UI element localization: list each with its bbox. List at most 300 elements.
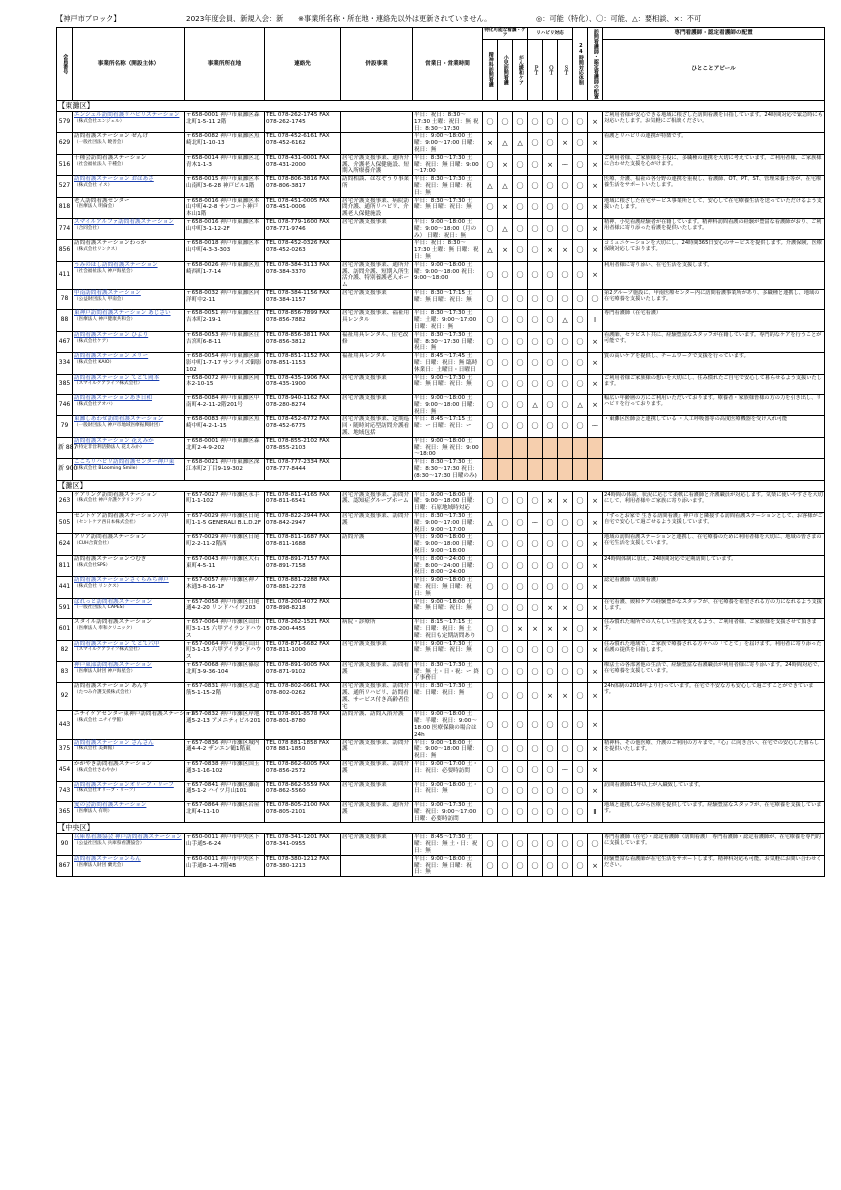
address: 〒658-0072 神戸市東灘区岡本2-10-15	[185, 374, 265, 395]
address: 〒657-0027 神戸市灘区永手町1-1-102	[185, 491, 265, 512]
station-name-link[interactable]: スマイルアルファ訪問看護ステーション	[74, 218, 174, 225]
address: 〒657-0841 神戸市灘区灘南通5-1-2 ハイツ月山101	[185, 781, 265, 802]
capability-mark: 〇	[513, 834, 528, 855]
address: 〒657-0068 神戸市灘区篠原北町3-9-36-104	[185, 661, 265, 682]
business-hours: 平日：9:00～18:00 土曜：9:00～17:00 日曜：祝日：無	[413, 133, 483, 154]
member-no: 527	[57, 176, 73, 197]
capability-mark: 〇	[543, 261, 558, 289]
col-st: ＳＴ	[558, 39, 573, 100]
capability-mark: 〇	[558, 661, 573, 682]
business-hours: 平日：9:00～17:00 土・日：祝日：必要時訪問	[413, 761, 483, 782]
business-hours: 平日：8:30～17:15 土曜：無 日曜：祝日：無	[413, 289, 483, 310]
station-name-link[interactable]: 訪問看護ステーション おはあさ	[74, 176, 154, 183]
member-no: 78	[57, 289, 73, 310]
capability-mark	[573, 437, 588, 458]
capability-mark: 〇	[483, 802, 498, 823]
capability-mark: ×	[498, 240, 513, 261]
appeal-text: 在宅看護、緩和ケアの経験豊かなスタッフが、在宅療養を希望される方の力になれるよう支援します。	[603, 598, 825, 619]
extra-services	[341, 112, 413, 133]
capability-mark: 〇	[573, 761, 588, 782]
station-name-cell	[73, 197, 185, 218]
extra-services: 居宅介護支援事業、訪問介護、認知症グループホーム	[341, 491, 413, 512]
capability-mark: ×	[543, 240, 558, 261]
capability-mark: 〇	[513, 353, 528, 374]
address: 〒650-0011 神戸市中央区下山手通5-6-24	[185, 834, 265, 855]
table-row	[57, 619, 825, 640]
station-name: 訪問看護ステーションつむぎ	[74, 555, 147, 562]
operator-name: （スマイルケアライフ株式会社）	[74, 381, 143, 387]
extra-services: 居宅介護支援事業、訪問介護	[341, 513, 413, 534]
business-hours: 平日：8:30～17:30 土曜：祝日：無 日曜：9:00～17:00	[413, 154, 483, 175]
operator-name: （株式会社エンジェル）	[74, 118, 125, 124]
extra-services: 病院・診療所	[341, 619, 413, 640]
address: 〒658-0016 神戸市東灘区本山中町3-1-12-2F	[185, 218, 265, 239]
contact: TEL 078-452-6161 FAX 078-452-6162	[265, 133, 341, 154]
capability-mark: ×	[543, 491, 558, 512]
capability-mark: 〇	[498, 416, 513, 437]
station-name-link[interactable]: エンジェル訪問看護リハビリステーション	[74, 112, 180, 118]
capability-mark	[498, 459, 513, 480]
capability-mark: 〇	[483, 261, 498, 289]
contact: TEL 078-779-1600 FAX 078-771-9746	[265, 218, 341, 239]
appeal-text: ご利用者様、ご家族様を主役に、多職種の連携を大切に考えています。ご利用者様、ご家族様に合わせた支援を心がけます。	[603, 154, 825, 175]
contact: TEL 078-851-1152 FAX 078-851-1153	[265, 353, 341, 374]
capability-mark: 〇	[498, 761, 513, 782]
capability-mark: 〇	[528, 598, 543, 619]
table-row	[57, 855, 825, 876]
section-title: 【灘区】	[57, 480, 825, 491]
address: 〒658-0016 神戸市東灘区本山中町4-2-8 サンコート神戸本山1階	[185, 197, 265, 218]
table-row	[57, 112, 825, 133]
capability-mark: 〇	[483, 154, 498, 175]
extra-services	[341, 598, 413, 619]
capability-mark: 〇	[513, 855, 528, 876]
contact: TEL 078-200-4072 FAX 078-898-8218	[265, 598, 341, 619]
member-no: 579	[57, 112, 73, 133]
appeal-text: 訪問看護師15年以上が入職致しています。	[603, 781, 825, 802]
capability-mark: 〇	[528, 416, 543, 437]
extra-services	[341, 437, 413, 458]
appeal-text: 看護師、セラピスト共に、経験豊富なスタッフが在籍しています。専門的なケアを行うことが可能です。	[603, 331, 825, 352]
appeal-text: 療法士の各部署他の生活で、経験豊富な看護職員が利用者様に寄り添います。24時間対応で、在宅療養を支援しています。	[603, 661, 825, 682]
col-extra: 併設事業	[341, 28, 413, 101]
capability-mark: 〇	[543, 534, 558, 555]
capability-mark: 〇	[528, 112, 543, 133]
table-row	[57, 802, 825, 823]
capability-mark: 〇	[573, 491, 588, 512]
capability-mark: 〇	[513, 310, 528, 331]
capability-mark	[498, 437, 513, 458]
capability-mark: 〇	[498, 781, 513, 802]
contact: TEL 078-881-2288 FAX 078-881-2278	[265, 577, 341, 598]
capability-mark: 〇	[483, 781, 498, 802]
capability-mark: ×	[513, 619, 528, 640]
business-hours: 平日：9:00～17:30 土曜：無 日曜：祝日：無	[413, 640, 483, 661]
capability-mark: 〇	[528, 310, 543, 331]
operator-name: （医療法人 神戸健康共和会）	[74, 317, 136, 323]
address: 〒657-0838 神戸市灘区国玉通3-1-16-102	[185, 761, 265, 782]
capability-mark: 〇	[528, 855, 543, 876]
capability-mark: 〇	[498, 353, 513, 374]
member-no: 591	[57, 598, 73, 619]
appeal-text	[603, 437, 825, 458]
capability-mark: Ⅱ	[588, 802, 603, 823]
capability-mark: ×	[558, 240, 573, 261]
capability-mark: 〇	[543, 802, 558, 823]
operator-name: （株式会社アオバ）	[74, 401, 116, 407]
capability-mark: 〇	[498, 513, 513, 534]
capability-mark: 〇	[513, 781, 528, 802]
capability-mark: 〇	[543, 218, 558, 239]
capability-mark: 〇	[543, 395, 558, 416]
capability-mark: 〇	[513, 598, 528, 619]
member-no: 263	[57, 491, 73, 512]
contact: TEL 078-435-1906 FAX 078-435-1900	[265, 374, 341, 395]
station-name-cell	[73, 761, 185, 782]
extra-services: 訪問相談、はなぞうり事業所	[341, 176, 413, 197]
capability-mark	[513, 459, 528, 480]
capability-mark: 〇	[558, 331, 573, 352]
capability-mark: △	[498, 218, 513, 239]
capability-mark: 〇	[573, 112, 588, 133]
col-name: 事業所名称（開設主体）	[73, 28, 185, 101]
capability-mark: ×	[588, 331, 603, 352]
capability-mark: 〇	[573, 619, 588, 640]
operator-name: （スマイルケアライフ株式会社）	[74, 647, 143, 653]
capability-mark: 〇	[543, 739, 558, 760]
address: 〒657-0064 神戸市灘区山田町3-1-15 六甲アイランドハウス	[185, 619, 265, 640]
station-name-link[interactable]: 兵庫県看護協会 神戸訪問看護ステーション	[74, 834, 182, 841]
capability-mark: 〇	[483, 577, 498, 598]
capability-mark: 〇	[543, 289, 558, 310]
capability-mark: 〇	[498, 855, 513, 876]
station-name: ケアリング訪問看護ステーション	[74, 491, 158, 498]
business-hours: 平日：8:30～17:30 土曜：9:00～17:00 日曜：祝日：9:00～17:00	[413, 513, 483, 534]
capability-mark: ー	[528, 513, 543, 534]
capability-mark	[528, 437, 543, 458]
capability-mark: 〇	[543, 761, 558, 782]
table-row	[57, 176, 825, 197]
business-hours: 平日：8:30～17:30 土曜：8:30～17:30 日曜：祝日：無	[413, 331, 483, 352]
extra-services: 居宅介護支援事業、通所介護	[341, 802, 413, 823]
station-name-cell	[73, 154, 185, 175]
appeal-text: 医療、介護、福祉の各分野の連携を重視し、看護師、OT、PT、ST、管理栄養士等が、在宅療養生活をサポートいたします。	[603, 176, 825, 197]
member-no: 365	[57, 802, 73, 823]
section-title: 【東灘区】	[57, 101, 825, 112]
capability-mark: 〇	[528, 331, 543, 352]
table-row	[57, 834, 825, 855]
extra-services: 居宅介護支援事業	[341, 218, 413, 239]
address: 〒658-0084 神戸市東灘区甲南町4-2-11-2階201号	[185, 395, 265, 416]
station-name-cell	[73, 176, 185, 197]
capability-mark	[558, 459, 573, 480]
capability-mark: 〇	[558, 261, 573, 289]
capability-mark: 〇	[513, 577, 528, 598]
capability-mark: 〇	[558, 353, 573, 374]
page-header	[56, 13, 816, 25]
capability-mark: 〇	[483, 739, 498, 760]
capability-mark: 〇	[543, 310, 558, 331]
capability-mark: ×	[588, 197, 603, 218]
business-hours: 平日：8:30～17:30 土曜：日曜：祝日：無	[413, 683, 483, 711]
capability-mark: 〇	[513, 640, 528, 661]
extra-services: 居宅介護支援事業	[341, 640, 413, 661]
capability-mark: 〇	[528, 781, 543, 802]
station-name-link[interactable]: ぱれっと訪問看護ステーション	[74, 598, 152, 605]
contact: TEL 078 881-1858 FAX 078 881-1850	[265, 739, 341, 760]
appeal-text: 質の高いケアを提供し、チームワークで支援を行っています。	[603, 353, 825, 374]
capability-mark: ×	[588, 761, 603, 782]
capability-mark: 〇	[483, 834, 498, 855]
block-title: 【神戸市ブロック】	[56, 14, 121, 23]
contact: TEL 078-802-0661 FAX 078-802-0262	[265, 683, 341, 711]
capability-mark: 〇	[558, 534, 573, 555]
station-name-link[interactable]: 甲南訪問看護ステーション	[74, 289, 141, 296]
capability-mark: 〇	[513, 218, 528, 239]
address: 〒650-0011 神戸市中央区下山手通8-1-4-7階4B	[185, 855, 265, 876]
capability-mark: △	[498, 133, 513, 154]
member-no: 441	[57, 577, 73, 598]
appeal-text: ・東灘区医師会と連携している ・人工呼吸器等の高度医療機器を受け入れ可能	[603, 416, 825, 437]
capability-mark: 〇	[558, 640, 573, 661]
capability-mark: 〇	[483, 855, 498, 876]
capability-mark: 〇	[513, 112, 528, 133]
capability-mark: 〇	[543, 176, 558, 197]
station-name-cell	[73, 513, 185, 534]
station-name-link[interactable]: 愛の会訪問看護ステーション	[74, 802, 147, 809]
business-hours: 平日：9:00～18:00 土曜：9:00～18:00 日曜：祝日：9:00～18:00	[413, 534, 483, 555]
extra-services	[341, 240, 413, 261]
member-no: 629	[57, 133, 73, 154]
station-name: 訪問看護ステーション あんず	[74, 683, 149, 690]
capability-mark: 〇	[483, 619, 498, 640]
capability-mark: ×	[588, 395, 603, 416]
address: 〒658-0054 神戸市東灘区御影中町1-7-17 サンライズ御影102	[185, 353, 265, 374]
capability-mark: ×	[498, 154, 513, 175]
capability-mark: 〇	[513, 197, 528, 218]
appeal-text: 住み慣れた地域で、ご家族で療養される方々への「てとて」を届けます。利用者に寄り添った看護の提供を目指します。	[603, 640, 825, 661]
business-hours: 平日：9:00～18:00 土曜：9:00～18:00 祝日：9:00～18:00	[413, 261, 483, 289]
contact: TEL 078-856-7899 FAX 078-856-7882	[265, 310, 341, 331]
station-name-cell	[73, 416, 185, 437]
capability-mark: 〇	[513, 683, 528, 711]
operator-name: （株式会社 ニチイ学館）	[74, 718, 126, 724]
capability-mark: 〇	[498, 374, 513, 395]
capability-mark: 〇	[513, 289, 528, 310]
station-name-link[interactable]: 訪問看護ステーションあき日和	[74, 395, 152, 402]
capability-mark: 〇	[528, 555, 543, 576]
capability-mark: 〇	[483, 711, 498, 739]
station-name-cell	[73, 491, 185, 512]
capability-mark: ×	[588, 781, 603, 802]
station-name-cell	[73, 133, 185, 154]
business-hours: 平日：9:00～18:00 土曜：9:00～18:00 日曜：祝日：無	[413, 395, 483, 416]
station-name-link[interactable]: 訪問看護ステーション さんさん	[74, 739, 154, 746]
capability-mark: 〇	[558, 395, 573, 416]
member-no: 601	[57, 619, 73, 640]
capability-mark: 〇	[528, 197, 543, 218]
capability-mark: 〇	[573, 598, 588, 619]
capability-mark: ×	[588, 711, 603, 739]
member-no: 505	[57, 513, 73, 534]
station-name-link[interactable]: 訪問看護ステーション ひより	[74, 331, 149, 338]
station-name-cell	[73, 218, 185, 239]
appeal-text: 精神、小児看護経験者が在籍しています。精神科訪問看護の経験が豊富な看護師がおり、ご利用者様に寄り添った看護を提供いたします。	[603, 218, 825, 239]
capability-mark: 〇	[513, 261, 528, 289]
capability-mark: 〇	[528, 289, 543, 310]
business-hours: 平日：8:30～17:30 土曜：祝日：無 日曜：祝日：無	[413, 176, 483, 197]
appeal-text: 利用者様に寄り添い、在宅生活を支援します。	[603, 261, 825, 289]
table-row	[57, 513, 825, 534]
capability-mark: 〇	[558, 416, 573, 437]
contact: TEL 078-811-1687 FAX 078-811-1688	[265, 534, 341, 555]
extra-services: 居宅介護支援事業、福祉用具レンタル	[341, 310, 413, 331]
station-name-cell	[73, 353, 185, 374]
contact: TEL 078-856-3811 FAX 078-856-3812	[265, 331, 341, 352]
address: 〒658-0082 神戸市東灘区魚崎北町1-10-13	[185, 133, 265, 154]
station-name-link[interactable]: 訪問看護ステーションオリーブ・リーフ	[74, 781, 174, 788]
capability-mark: 〇	[543, 855, 558, 876]
capability-mark: 〇	[558, 577, 573, 598]
capability-mark: 〇	[543, 661, 558, 682]
station-name-cell	[73, 598, 185, 619]
address: 〒657-0029 神戸市灘区日尾町1-1-5 GENERALI B.L.D.2F	[185, 513, 265, 534]
capability-mark: 〇	[483, 416, 498, 437]
station-name-link[interactable]: 訪問看護ステーション てとて六甲	[74, 640, 160, 647]
contact: TEL 078-451-0005 FAX 078-451-0006	[265, 197, 341, 218]
capability-mark: △	[528, 395, 543, 416]
contact: TEL 078-384-3113 FAX 078-384-3370	[265, 261, 341, 289]
station-name-cell	[73, 261, 185, 289]
col-address: 事業所所在地	[185, 28, 265, 101]
capability-mark: 〇	[573, 739, 588, 760]
contact: TEL 078-806-3816 FAX 078-806-3817	[265, 176, 341, 197]
table-row	[57, 781, 825, 802]
address: 〒657-0832 神戸市灘区岸地通5-2-13 アメニティビル201	[185, 711, 265, 739]
business-hours: 平日：9:00～17:30 土曜：無 日曜：祝日：無	[413, 374, 483, 395]
station-name-link[interactable]: 訪問看護ステーションさくらみち神戸	[74, 577, 169, 584]
table-row	[57, 683, 825, 711]
capability-mark: 〇	[573, 154, 588, 175]
business-hours: 平日：祝日：8:30～17:30 土曜：祝日：無 祝日：8:30～17:30	[413, 112, 483, 133]
capability-mark: 〇	[558, 374, 573, 395]
station-name-link[interactable]: 東灘しあわせ訪問看護ステーション	[74, 416, 164, 423]
address: 〒658-0032 神戸市東灘区向洋町中2-11	[185, 289, 265, 310]
business-hours: 平日：8:15～17:15 土曜：日曜：祝日：無 土曜：祝日も定期訪問あり	[413, 619, 483, 640]
contact: TEL 078-777-2334 FAX 078-777-8444	[265, 459, 341, 480]
extra-services: 居宅介護支援事業	[341, 289, 413, 310]
capability-mark: 〇	[483, 331, 498, 352]
station-name-cell	[73, 555, 185, 576]
station-name-link[interactable]: 東神戸訪問看護ステーション あじさい	[74, 310, 171, 317]
capability-mark: 〇	[558, 834, 573, 855]
capability-mark: 〇	[528, 577, 543, 598]
station-name-link[interactable]: 訪問看護ステーション てとて岡本	[74, 374, 160, 381]
station-name-link[interactable]: ここちリハビリ訪問看護センター神戸東	[74, 459, 175, 466]
capability-mark: 〇	[483, 197, 498, 218]
extra-services: 福祉用具レンタル、住宅改修	[341, 331, 413, 352]
capability-mark: 〇	[573, 374, 588, 395]
contact: TEL 078-801-8578 FAX 078-801-8780	[265, 711, 341, 739]
contact: TEL 078-431-0001 FAX 078-431-2000	[265, 154, 341, 175]
table-row	[57, 661, 825, 682]
member-no: 818	[57, 197, 73, 218]
capability-mark: 〇	[498, 395, 513, 416]
capability-mark: 〇	[573, 513, 588, 534]
business-hours: 平日：9:00～18:00 土曜：9:00～18:00 日曜：日曜：石原地域時対応	[413, 491, 483, 512]
capability-mark: 〇	[513, 555, 528, 576]
table-row	[57, 353, 825, 374]
extra-services: 居宅介護支援事業、訪問介護	[341, 739, 413, 760]
capability-mark: 〇	[498, 491, 513, 512]
capability-mark: ×	[588, 218, 603, 239]
extra-services: 居宅介護支援事業、定期巡回・随時対応型訪問介護看護、地域包括	[341, 416, 413, 437]
operator-name: （株式会社SPS）	[74, 562, 111, 568]
capability-mark: 〇	[483, 395, 498, 416]
capability-mark: ×	[588, 374, 603, 395]
capability-mark: 〇	[573, 555, 588, 576]
capability-mark: 〇	[558, 802, 573, 823]
operator-name: （株式会社 イス）	[74, 182, 113, 188]
station-table	[56, 27, 825, 877]
station-name: スタイル訪問看護ステーション	[74, 619, 152, 626]
appeal-text: 『ずっとお家で 生きる訪問看護』神戸市と隣接する訪問看護ステーションとして、お客様がご自宅で安心して過ごせるよう支援しています。	[603, 513, 825, 534]
operator-name: （社会福祉法人 神戸海星会）	[74, 268, 136, 274]
capability-mark: ×	[588, 353, 603, 374]
operator-name: （一般社団法人 暁善会）	[74, 140, 126, 146]
station-name-link[interactable]: 訪問看護ステーションらん	[74, 855, 141, 862]
capability-mark: 〇	[528, 661, 543, 682]
capability-mark: 〇	[558, 513, 573, 534]
appeal-text: 経験豊富な看護師が在宅生活をサポートします。精神科対応も可能。お気軽にお問い合わせください。	[603, 855, 825, 876]
member-no: 467	[57, 331, 73, 352]
capability-mark: I	[588, 310, 603, 331]
station-name-link[interactable]: 訪問看護ステーション 花えみか	[74, 437, 154, 444]
table-row	[57, 289, 825, 310]
contact: TEL 078-871-6682 FAX 078-811-1000	[265, 640, 341, 661]
table-row	[57, 598, 825, 619]
capability-mark: 〇	[573, 218, 588, 239]
header-note-year: 2023年度会員、新規入会：新	[186, 14, 284, 23]
station-name-link[interactable]: 訪問看護ステーション メリー	[74, 353, 149, 360]
member-no: 82	[57, 640, 73, 661]
capability-mark: 〇	[573, 683, 588, 711]
capability-mark: 〇	[513, 395, 528, 416]
capability-mark: 〇	[498, 683, 513, 711]
capability-mark: 〇	[498, 555, 513, 576]
capability-mark: 〇	[483, 112, 498, 133]
capability-mark: 〇	[573, 577, 588, 598]
capability-mark: 〇	[513, 154, 528, 175]
member-no: 516	[57, 154, 73, 175]
table-row	[57, 534, 825, 555]
capability-mark: 〇	[528, 240, 543, 261]
table-row	[57, 577, 825, 598]
capability-mark: 〇	[573, 834, 588, 855]
extra-services	[341, 577, 413, 598]
station-name-cell	[73, 619, 185, 640]
capability-mark: ×	[558, 683, 573, 711]
business-hours: 平日：8:30～17:30 土曜：8:30～17:30 祝日：(8:30～17:30 日曜のみ)	[413, 459, 483, 480]
operator-name: （株式会社リンクス）	[74, 247, 120, 253]
station-name-link[interactable]: 神戸東部訪問看護ステーション	[74, 661, 152, 668]
appeal-text	[603, 761, 825, 782]
capability-mark: 〇	[573, 416, 588, 437]
business-hours: 平日：8:30～17:30 土曜：無 日曜：祝日：無	[413, 197, 483, 218]
member-no: 新 887	[57, 437, 73, 458]
station-name-link[interactable]: うみのほし訪問看護ステーション	[74, 261, 158, 268]
capability-mark: 〇	[528, 683, 543, 711]
